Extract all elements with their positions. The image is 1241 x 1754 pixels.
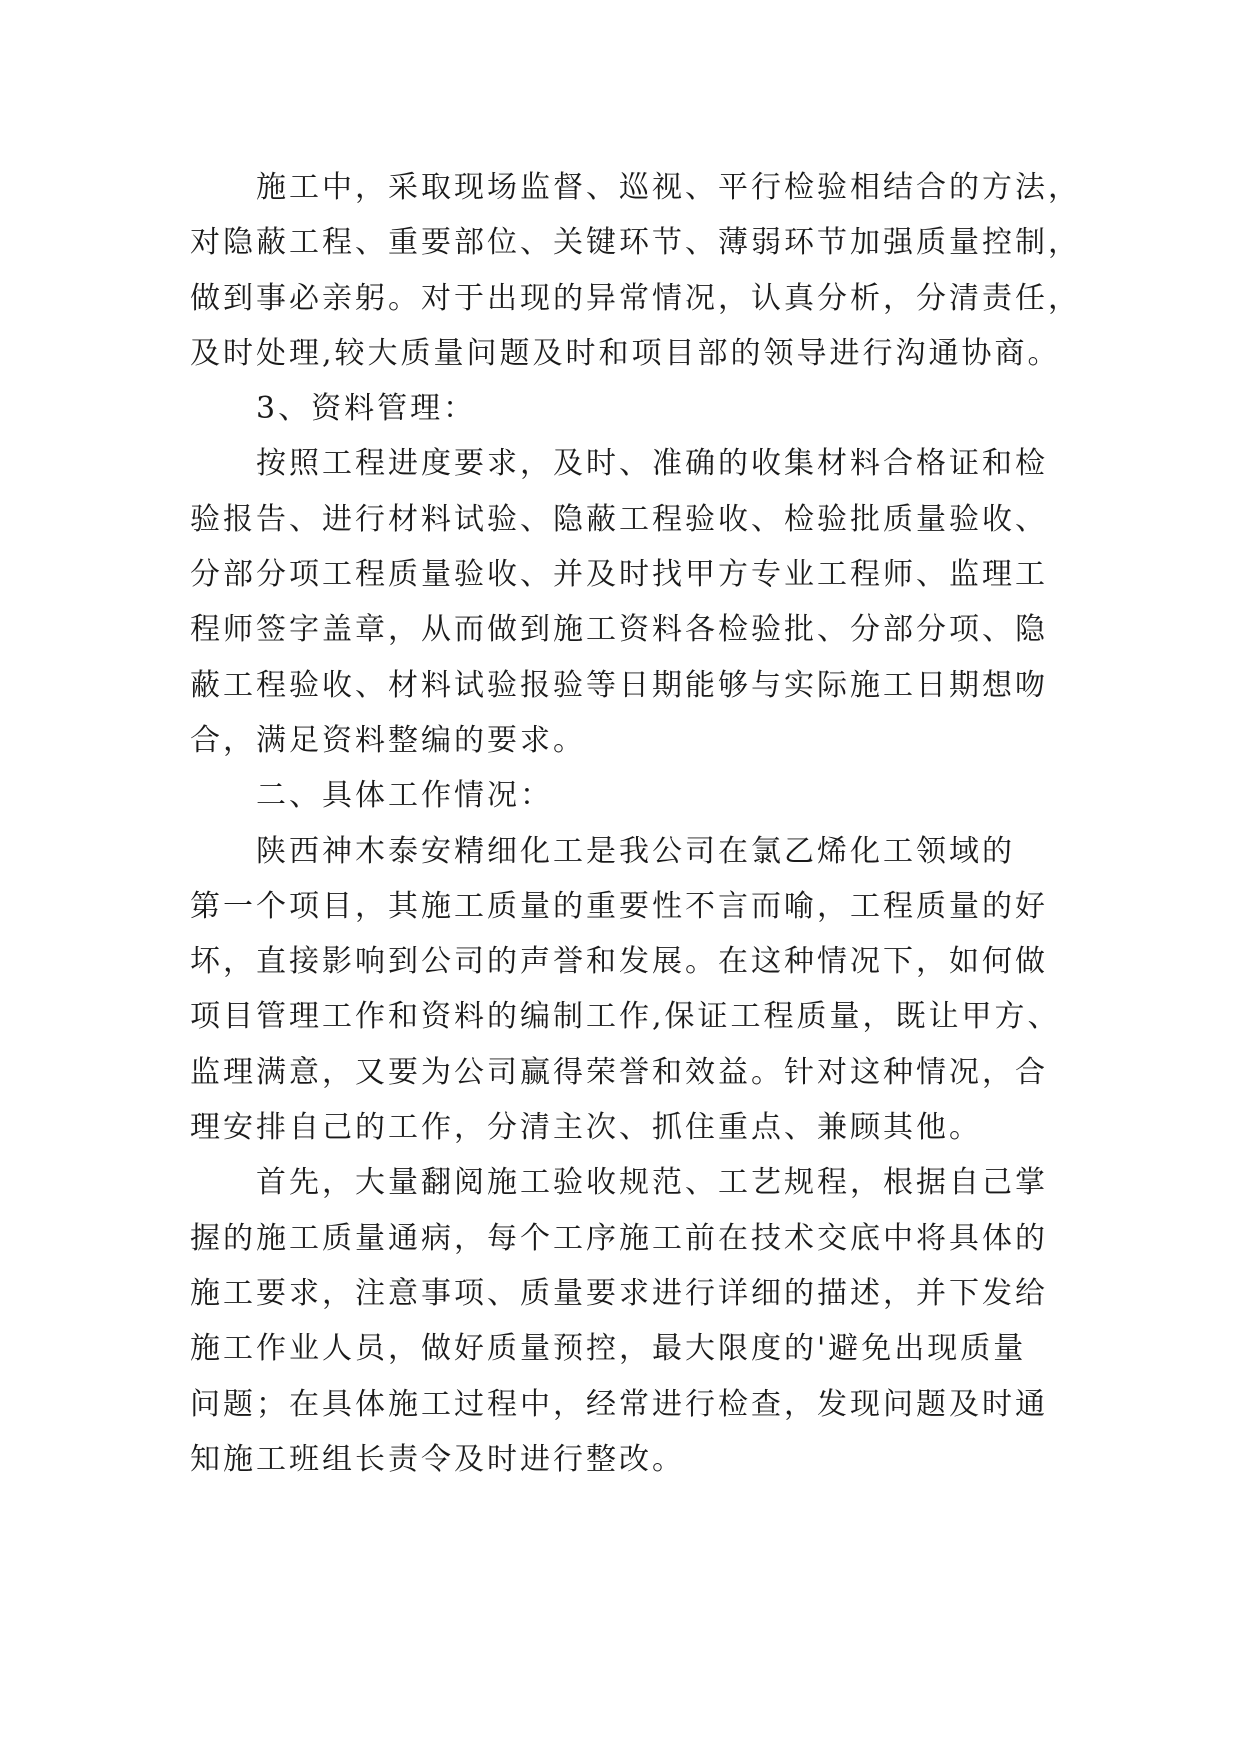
text-line: 蔽工程验收、材料试验报验等日期能够与实际施工日期想吻 xyxy=(190,667,1048,703)
text-line: 3、资料管理： xyxy=(256,391,477,427)
text-line: 二、具体工作情况： xyxy=(256,778,553,814)
text-line: 监理满意，又要为公司赢得荣誉和效益。针对这种情况，合 xyxy=(190,1054,1048,1090)
text-line: 知施工班组长责令及时进行整改。 xyxy=(190,1441,685,1477)
text-line: 问题；在具体施工过程中，经常进行检查，发现问题及时通 xyxy=(190,1386,1048,1422)
text-line: 首先，大量翻阅施工验收规范、工艺规程，根据自己掌 xyxy=(256,1165,1048,1201)
text-line: 坏，直接影响到公司的声誉和发展。在这种情况下，如何做 xyxy=(190,944,1048,980)
text-line: 项目管理工作和资料的编制工作,保证工程质量，既让甲方、 xyxy=(190,999,1061,1035)
text-line: 对隐蔽工程、重要部位、关键环节、薄弱环节加强质量控制， xyxy=(190,225,1081,261)
text-line: 验报告、进行材料试验、隐蔽工程验收、检验批质量验收、 xyxy=(190,501,1048,537)
text-line: 施工要求，注意事项、质量要求进行详细的描述，并下发给 xyxy=(190,1275,1048,1311)
document-body xyxy=(190,160,1081,1487)
text-line: 施工作业人员，做好质量预控，最大限度的'避免出现质量 xyxy=(190,1331,1027,1367)
text-line: 握的施工质量通病，每个工序施工前在技术交底中将具体的 xyxy=(190,1220,1048,1256)
text-line: 按照工程进度要求，及时、准确的收集材料合格证和检 xyxy=(256,446,1048,482)
text-line: 理安排自己的工作，分清主次、抓住重点、兼顾其他。 xyxy=(190,1110,982,1146)
text-line: 程师签字盖章，从而做到施工资料各检验批、分部分项、隐 xyxy=(190,612,1048,648)
text-line: 施工中，采取现场监督、巡视、平行检验相结合的方法， xyxy=(256,170,1081,205)
text-line: 做到事必亲躬。对于出现的异常情况，认真分析，分清责任， xyxy=(190,280,1081,316)
text-line: 分部分项工程质量验收、并及时找甲方专业工程师、监理工 xyxy=(190,557,1048,593)
text-line: 合，满足资料整编的要求。 xyxy=(190,722,586,758)
text-line: 及时处理,较大质量问题及时和项目部的领导进行沟通协商。 xyxy=(190,335,1061,371)
text-line: 陕西神木泰安精细化工是我公司在氯乙烯化工领域的 xyxy=(256,833,1015,869)
text-line: 第一个项目，其施工质量的重要性不言而喻，工程质量的好 xyxy=(190,888,1048,924)
